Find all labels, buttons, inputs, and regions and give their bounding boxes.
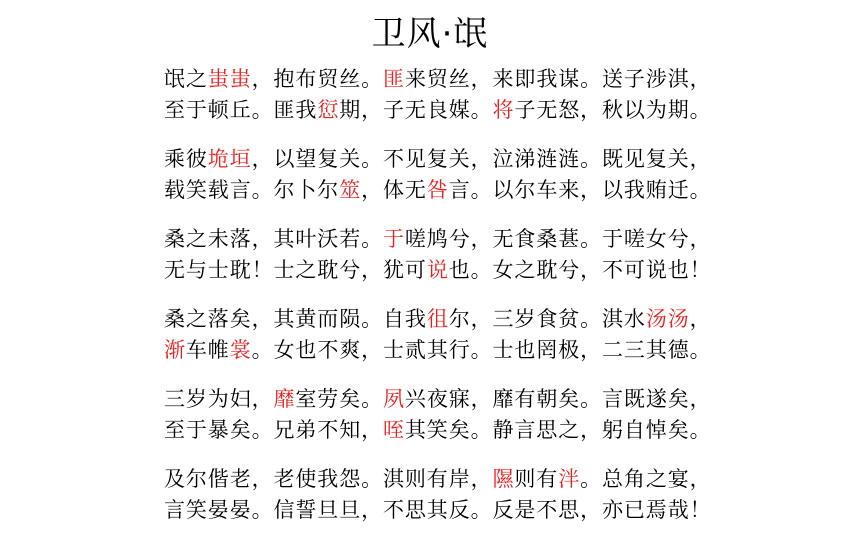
highlighted-word: 渐 — [164, 338, 186, 362]
poem-line — [164, 175, 724, 206]
line-segment: 言。以尔车来，以我贿迁。 — [448, 178, 712, 202]
stanza — [164, 464, 724, 526]
highlighted-word: 咥 — [383, 418, 405, 442]
line-segment: 其笑矣。静言思之，躬自悼矣。 — [404, 418, 712, 442]
line-segment: ，以望复关。不见复关，泣涕涟涟。既见复关， — [251, 147, 712, 171]
line-segment: 室劳矣。 — [295, 387, 384, 411]
stanza — [164, 144, 724, 206]
poem-line — [164, 304, 724, 335]
poem-line — [164, 224, 724, 255]
stanza — [164, 304, 724, 366]
poem-title: 卫风·氓 — [371, 14, 489, 54]
poem-line — [164, 64, 724, 95]
highlighted-word: 泮 — [558, 467, 581, 491]
line-segment: 也。女之耽兮，不可说也！ — [448, 258, 712, 282]
line-segment: 三岁为妇， — [164, 387, 274, 411]
poem-line — [164, 255, 724, 286]
line-segment: 兴夜寐，靡有朝矣。言既遂矣， — [404, 387, 712, 411]
line-segment: 氓之 — [164, 67, 208, 91]
stanza — [164, 224, 724, 286]
line-segment: 乘彼 — [164, 147, 208, 171]
poem-line — [164, 464, 724, 495]
highlighted-word: 咎 — [426, 178, 449, 202]
line-segment: 桑之落矣，其黄而陨。自我 — [164, 307, 427, 331]
line-segment: ，体无 — [361, 178, 427, 202]
stanza — [164, 64, 724, 126]
line-segment: ，抱布贸丝。 — [251, 67, 384, 91]
highlighted-word: 将 — [492, 98, 515, 122]
highlighted-word: 夙 — [383, 387, 405, 411]
highlighted-word: 匪 — [383, 67, 405, 91]
highlighted-word: 于 — [383, 227, 405, 251]
line-segment: 至于顿丘。匪我 — [164, 98, 318, 122]
highlighted-word: 汤汤 — [645, 307, 690, 331]
line-segment: 载笑载言。尔卜尔 — [164, 178, 340, 202]
line-segment: 期，子无良媒。 — [339, 98, 493, 122]
line-segment: 言笑晏晏。信誓旦旦，不思其反。反是不思，亦已焉哉！ — [164, 498, 712, 522]
poem-line — [164, 144, 724, 175]
highlighted-word: 筮 — [339, 178, 362, 202]
line-segment: 。总角之宴， — [580, 467, 712, 491]
highlighted-word: 愆 — [317, 98, 340, 122]
highlighted-word: 裳 — [229, 338, 252, 362]
line-segment: ， — [689, 307, 712, 331]
highlighted-word: 说 — [426, 258, 449, 282]
poem-line — [164, 495, 724, 526]
line-segment: 嗟鸠兮，无食桑葚。于嗟女兮， — [404, 227, 712, 251]
highlighted-word: 蚩蚩 — [207, 67, 252, 91]
line-segment: 子无怒，秋以为期。 — [514, 98, 712, 122]
highlighted-word: 徂 — [426, 307, 449, 331]
line-segment: 。女也不爽，士贰其行。士也罔极，二三其德。 — [251, 338, 712, 362]
stanza — [164, 384, 724, 446]
poem-line — [164, 95, 724, 126]
highlighted-word: 隰 — [492, 467, 515, 491]
poem-line — [164, 335, 724, 366]
poem-body — [164, 64, 724, 544]
poem-line — [164, 384, 724, 415]
line-segment: 至于暴矣。兄弟不知， — [164, 418, 383, 442]
line-segment: 及尔偕老，老使我怨。淇则有岸， — [164, 467, 493, 491]
line-segment: 车帷 — [185, 338, 230, 362]
highlighted-word: 垝垣 — [207, 147, 252, 171]
line-segment: 尔，三岁食贫。淇水 — [448, 307, 646, 331]
line-segment: 桑之未落，其叶沃若。 — [164, 227, 383, 251]
highlighted-word: 靡 — [273, 387, 296, 411]
line-segment: 无与士耽！士之耽兮，犹可 — [164, 258, 427, 282]
line-segment: 来贸丝，来即我谋。送子涉淇， — [404, 67, 712, 91]
line-segment: 则有 — [514, 467, 559, 491]
poem-line — [164, 415, 724, 446]
